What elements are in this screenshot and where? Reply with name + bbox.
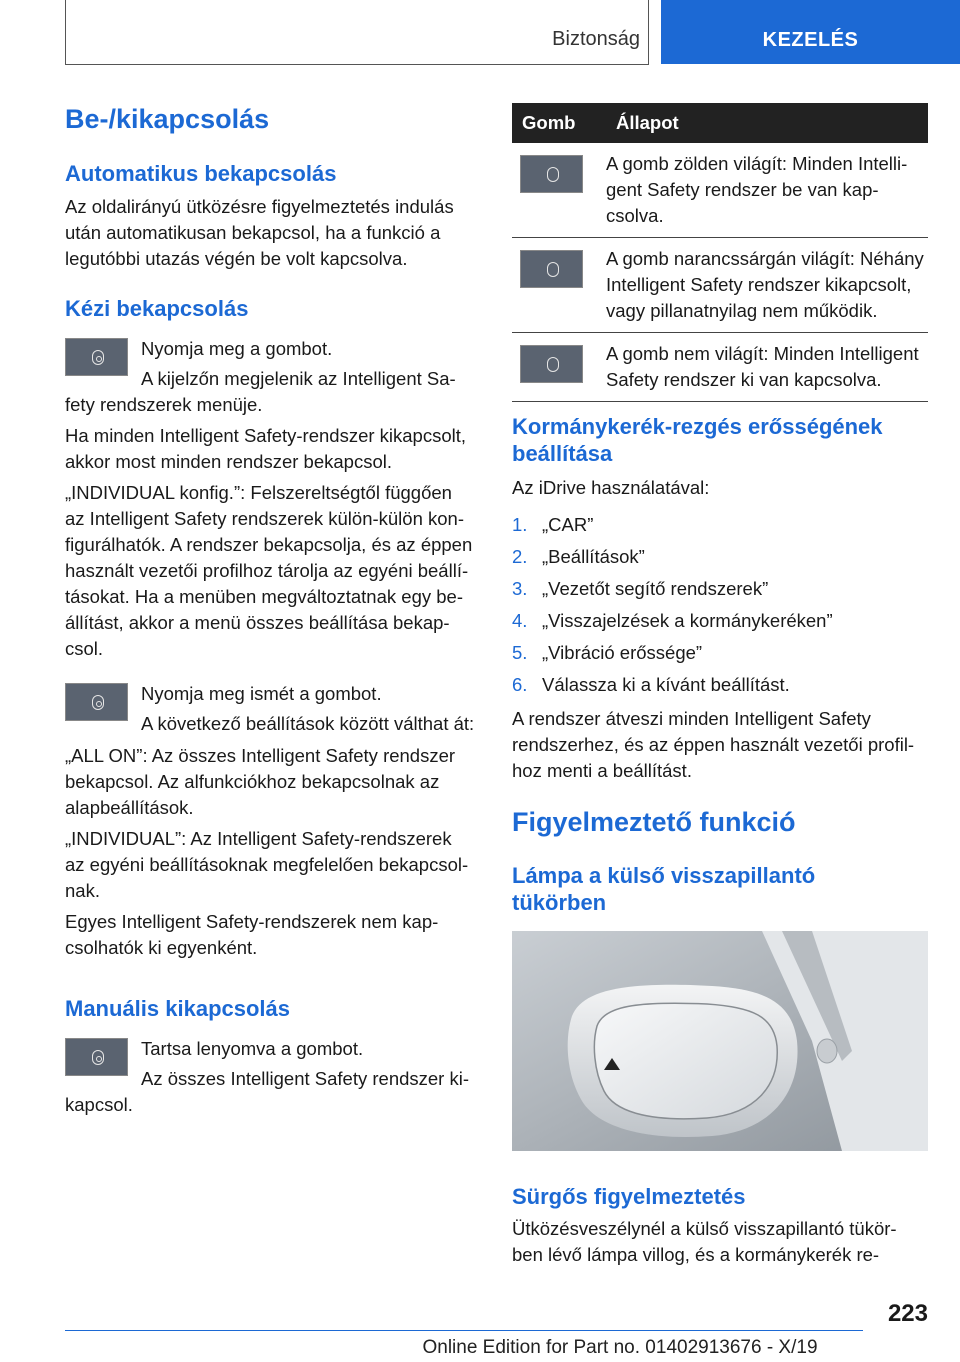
vibration-title-line1: Kormánykerék-rezgés erősségének: [512, 414, 883, 439]
side-mirror-photo: [512, 931, 928, 1151]
list-item: 4. „Visszajelzések a kormánykeréken”: [512, 610, 833, 631]
header-rule: [65, 64, 649, 65]
section-title: Be-/kikapcsolás: [65, 104, 270, 134]
table-header-button: Gomb: [512, 103, 606, 143]
hold-button-text: Tartsa lenyomva a gombot.: [141, 1038, 364, 1059]
all-off-line2: kapcsol.: [65, 1094, 133, 1115]
vibration-after-line2: rendszerhez, és az éppen használt vezetői profil-: [512, 734, 915, 755]
footer-rule: [65, 1330, 863, 1331]
indiv-config-line3: figurálhatók. A rendszer bekapcsolja, és az éppen: [65, 534, 473, 555]
lamp-title-line2: tükörben: [512, 890, 607, 915]
auto-on-title: Automatikus bekapcsolás: [65, 161, 337, 186]
individual-line1: „INDIVIDUAL”: Az Intelligent Safety-rendszerek: [65, 828, 452, 849]
list-item: 3. „Vezetőt segítő rendszerek”: [512, 578, 769, 599]
lamp-title-line1: Lámpa a külső visszapillantó: [512, 863, 816, 888]
table-row: [512, 333, 928, 402]
state-text: Intelligent Safety rendszer kikapcsolt,: [606, 274, 912, 295]
display-text-line1: A kijelzőn megjelenik az Intelligent Sa-: [141, 368, 456, 389]
some-line2: csolhatók ki egyenként.: [65, 937, 258, 958]
vibration-title-line2: beállítása: [512, 441, 613, 466]
urgent-text-line2: ben lévő lámpa villog, és a kormánykerék re-: [512, 1244, 880, 1265]
safety-button-image: [65, 1038, 128, 1076]
all-off-line1: Az összes Intelligent Safety rendszer ki-: [141, 1068, 470, 1089]
state-text: A gomb nem világít: Minden Intelligent: [606, 343, 919, 364]
auto-on-text-line3: legutóbbi utazás végén be volt kapcsolva.: [65, 248, 408, 269]
button-state-table: [512, 103, 928, 402]
indiv-config-line2: az Intelligent Safety rendszerek külön-külön kon-: [65, 508, 464, 529]
press-button-text: Nyomja meg a gombot.: [141, 338, 333, 359]
footer-edition: Online Edition for Part no. 01402913676 - X/19: [422, 1337, 818, 1358]
press-again-text: Nyomja meg ismét a gombot.: [141, 683, 382, 704]
side-mirror-illustration: [512, 931, 928, 1151]
all-on-line2: bekapcsol. Az alfunkciókhoz bekapcsolnak az: [65, 771, 440, 792]
switch-text: A következő beállítások között válthat át:: [141, 713, 475, 734]
safety-button-icon: [92, 695, 104, 710]
table-header-state: Állapot: [606, 103, 928, 143]
vibration-intro: Az iDrive használatával:: [512, 477, 710, 498]
vibration-after-line3: hoz menti a beállítást.: [512, 760, 692, 781]
safety-button-off-image: [520, 345, 583, 383]
table-row: [512, 238, 928, 333]
header-section: Biztonság: [552, 28, 640, 50]
auto-on-text-line1: Az oldalirányú ütközésre figyelmeztetés indulás: [65, 196, 454, 217]
manual-on-title: Kézi bekapcsolás: [65, 296, 249, 321]
state-text: csolva.: [606, 205, 664, 226]
list-item: 5. „Vibráció erőssége”: [512, 642, 703, 663]
list-item: 2. „Beállítások”: [512, 546, 645, 567]
individual-line2: az egyéni beállításoknak megfelelően bekapcsol-: [65, 854, 469, 875]
indiv-config-line7: csol.: [65, 638, 104, 659]
some-line1: Egyes Intelligent Safety-rendszerek nem kap-: [65, 911, 439, 932]
indiv-config-line1: „INDIVIDUAL konfig.”: Felszereltségtől függően: [65, 482, 452, 503]
individual-line3: nak.: [65, 880, 100, 901]
all-on-line3: alapbeállítások.: [65, 797, 194, 818]
vibration-steps: [512, 512, 928, 704]
urgent-text-line1: Ütközésveszélynél a külső visszapillantó tükör-: [512, 1218, 897, 1239]
display-text-line2: fety rendszerek menüje.: [65, 394, 263, 415]
auto-on-text-line2: után automatikusan bekapcsol, ha a funkció a: [65, 222, 441, 243]
if-off-line2: akkor most minden rendszer bekapcsol.: [65, 451, 392, 472]
vibration-after-line1: A rendszer átveszi minden Intelligent Safety: [512, 708, 871, 729]
safety-button-icon: [547, 167, 559, 182]
state-text: Safety rendszer ki van kapcsolva.: [606, 369, 882, 390]
safety-button-image: [65, 683, 128, 721]
safety-button-icon: [547, 357, 559, 372]
safety-button-orange-image: [520, 250, 583, 288]
state-text: A gomb narancssárgán világít: Néhány: [606, 248, 924, 269]
indiv-config-line5: tásokat. Ha a menüben megváltoztatnak egy be-: [65, 586, 463, 607]
state-text: gent Safety rendszer be van kap-: [606, 179, 879, 200]
header-divider: [648, 0, 649, 64]
indiv-config-line4: használt vezetői profilhoz tárolja az egyéni beállí-: [65, 560, 469, 581]
header-chapter-tab: KEZELÉS: [661, 0, 960, 64]
manual-off-title: Manuális kikapcsolás: [65, 996, 290, 1021]
safety-button-icon: [92, 350, 104, 365]
header-left-border: [65, 0, 66, 64]
if-off-line1: Ha minden Intelligent Safety-rendszer kikapcsolt,: [65, 425, 467, 446]
safety-button-icon: [92, 1050, 104, 1065]
indiv-config-line6: állítást, akkor a menü összes beállítása bekap-: [65, 612, 450, 633]
state-text: vagy pillanatnyilag nem működik.: [606, 300, 878, 321]
safety-button-green-image: [520, 155, 583, 193]
all-on-line1: „ALL ON”: Az összes Intelligent Safety rendszer: [65, 745, 456, 766]
state-text: A gomb zölden világít: Minden Intelli-: [606, 153, 908, 174]
table-row: [512, 143, 928, 238]
urgent-warning-title: Sürgős figyelmeztetés: [512, 1184, 746, 1209]
page-number: 223: [887, 1300, 928, 1327]
list-item: 1. „CAR”: [512, 514, 594, 535]
safety-button-icon: [547, 262, 559, 277]
warning-function-title: Figyelmeztető funkció: [512, 807, 796, 837]
safety-button-image: [65, 338, 128, 376]
list-item: 6. Válassza ki a kívánt beállítást.: [512, 674, 790, 695]
